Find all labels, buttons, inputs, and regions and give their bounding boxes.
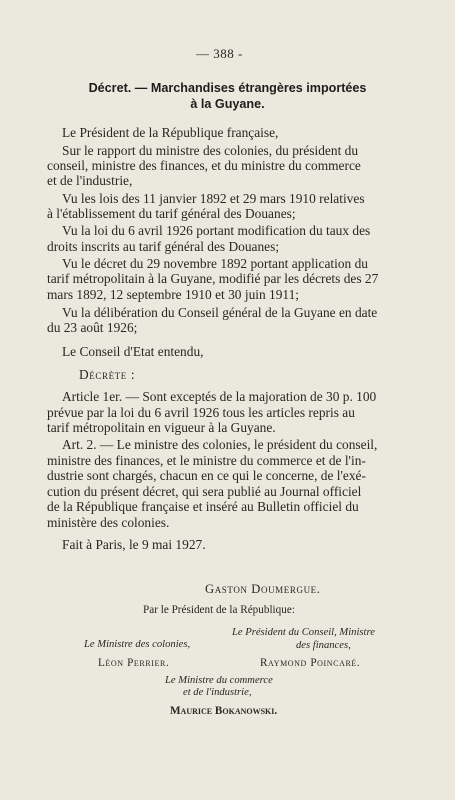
body-line: dustrie sont chargés, chacun en ce qui le concerne, de l'exé- <box>47 468 366 483</box>
commerce-minister-name: Maurice Bokanowski. <box>170 705 278 717</box>
body-line: Vu le décret du 29 novembre 1892 portant application du <box>62 256 368 271</box>
date-line: Fait à Paris, le 9 mai 1927. <box>62 537 206 552</box>
body-line: ministre des finances, et le ministre du commerce et de l'in- <box>47 453 366 468</box>
council-title-line-2: des finances, <box>296 640 351 651</box>
council-title-line-1: Le Président du Conseil, Ministre <box>232 627 375 638</box>
decree-title-line-2: à la Guyane. <box>190 97 265 111</box>
body-line: Vu les lois des 11 janvier 1892 et 29 mars 1910 relatives <box>62 191 365 206</box>
decrete-heading: Décrète : <box>79 367 136 382</box>
body-line: Article 1er. — Sont exceptés de la majoration de 30 p. 100 <box>62 389 377 404</box>
body-line: de la République française et inséré au Bulletin officiel du <box>47 499 359 514</box>
commerce-title-line-1: Le Ministre du commerce <box>165 675 273 686</box>
body-line: tarif métropolitain en vigueur à la Guyane. <box>47 420 276 435</box>
body-line: mars 1892, 12 septembre 1910 et 30 juin 1911; <box>47 287 300 302</box>
body-line: Le Conseil d'Etat entendu, <box>62 344 204 359</box>
commerce-title-line-2: et de l'industrie, <box>183 687 252 698</box>
body-line: Art. 2. — Le ministre des colonies, le président du conseil, <box>62 437 378 452</box>
body-line: ministère des colonies. <box>47 515 170 530</box>
signature-president: Gaston Doumergue. <box>205 582 321 596</box>
body-line: Sur le rapport du ministre des colonies, du président du <box>62 143 359 158</box>
colonies-title: Le Ministre des colonies, <box>84 639 191 650</box>
body-line: Vu la délibération du Conseil général de la Guyane en date <box>62 305 378 320</box>
page-number: — 388 - <box>196 46 243 61</box>
decree-title-line-1: Décret. — Marchandises étrangères importées <box>88 81 367 95</box>
body-line: Le Président de la République française, <box>62 125 279 140</box>
colonies-minister-name: Léon Perrier. <box>98 657 170 669</box>
body-line: droits inscrits au tarif général des Douanes; <box>47 239 280 254</box>
council-president-name: Raymond Poincaré. <box>260 657 361 669</box>
body-line: du 23 août 1926; <box>47 320 138 335</box>
body-line: cution du présent décret, qui sera publié au Journal officiel <box>47 484 362 499</box>
body-line: et de l'industrie, <box>47 173 133 188</box>
body-line: conseil, ministre des finances, et du ministre du commerce <box>47 158 361 173</box>
body-line: à l'établissement du tarif général des Douanes; <box>47 206 296 221</box>
body-line: tarif métropolitain à la Guyane, modifié par les décrets des 27 <box>47 271 379 286</box>
body-line: prévue par la loi du 6 avril 1926 tous les articles repris au <box>47 405 355 420</box>
body-line: Vu la loi du 6 avril 1926 portant modification du taux des <box>62 223 371 238</box>
by-president-line: Par le Président de la République: <box>143 604 295 616</box>
